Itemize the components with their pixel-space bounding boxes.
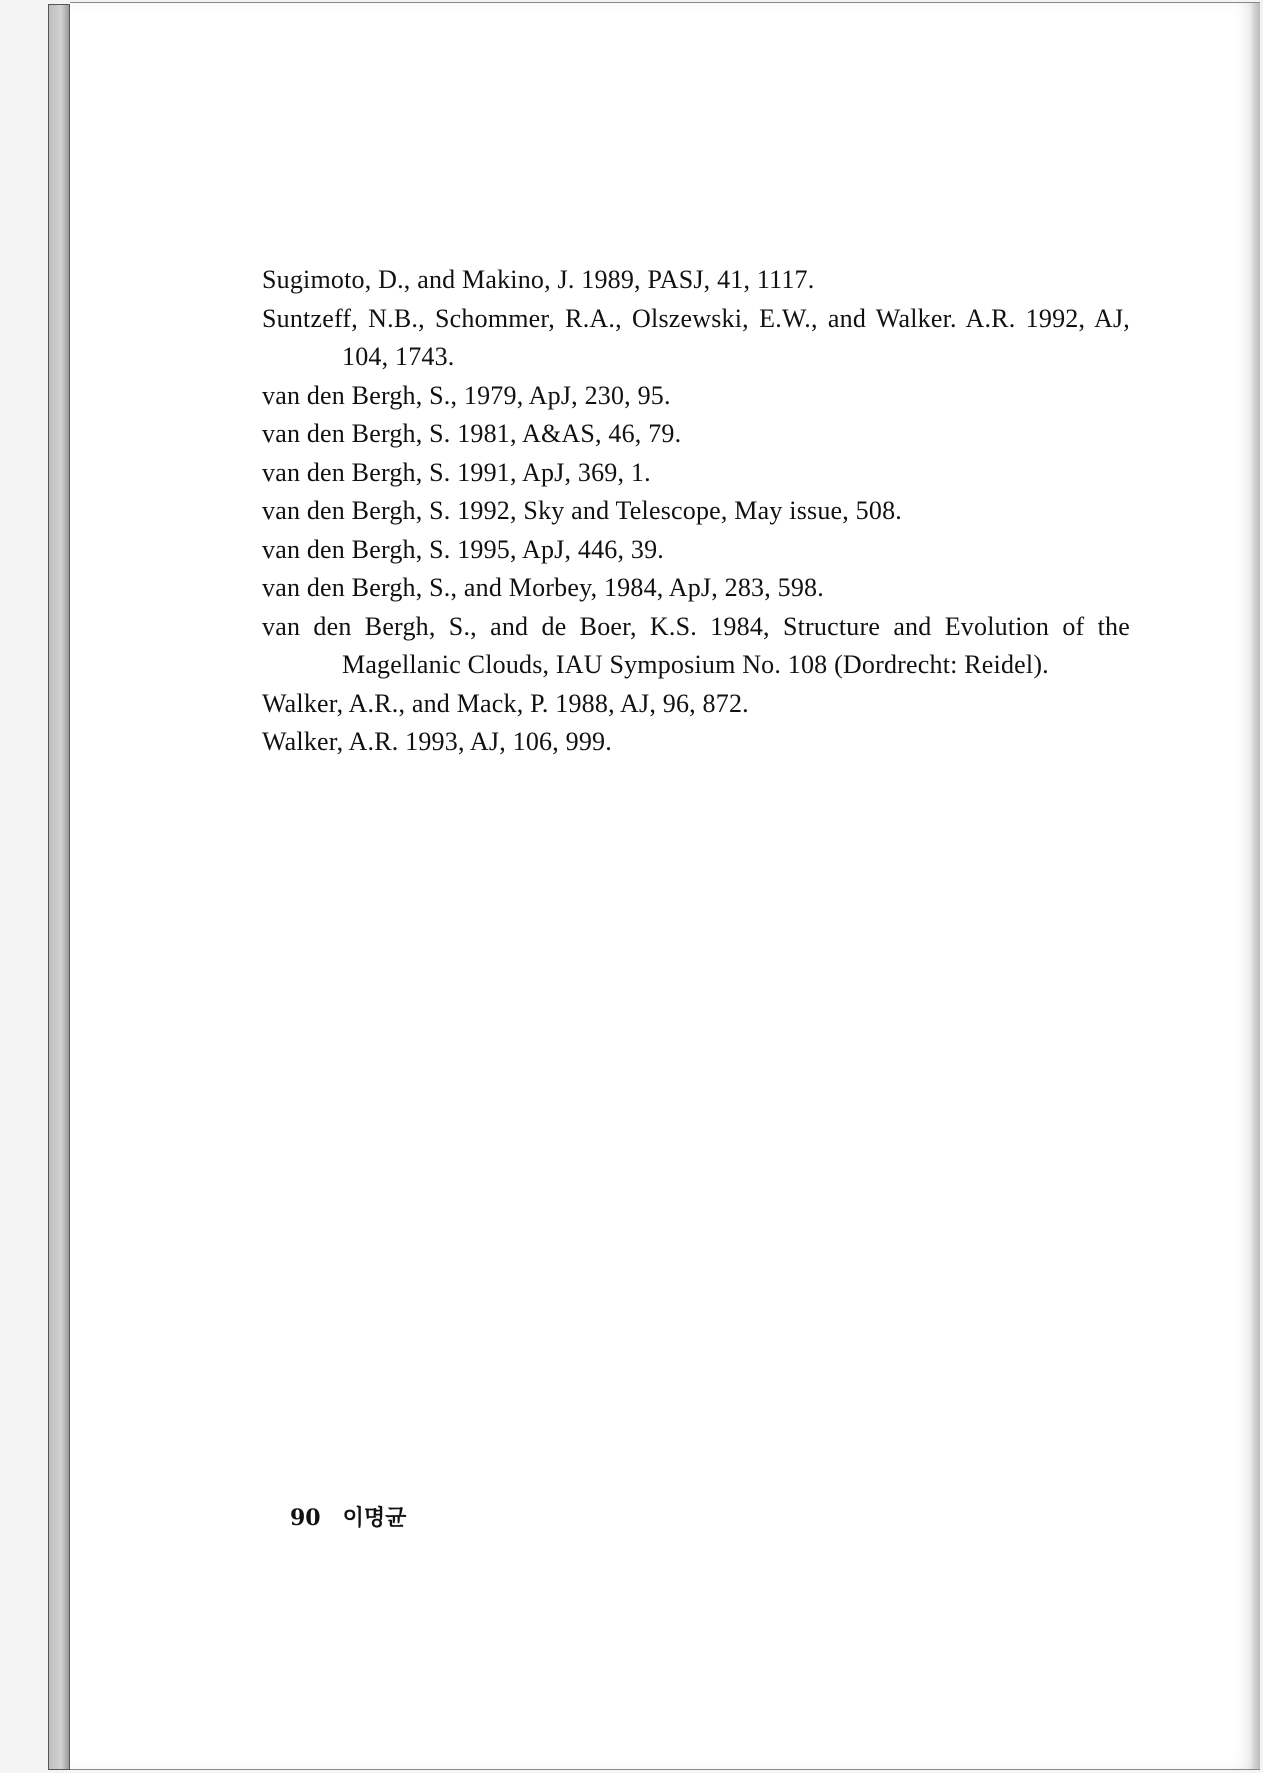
running-author: 이명균 bbox=[342, 1506, 407, 1531]
reference-item: van den Bergh, S., 1979, ApJ, 230, 95. bbox=[262, 380, 671, 410]
reference-list bbox=[262, 261, 1130, 762]
book-page-edge bbox=[48, 4, 70, 1770]
page-footer bbox=[290, 1501, 406, 1532]
reference-item: van den Bergh, S. 1981, A&AS, 46, 79. bbox=[262, 419, 682, 448]
page-binding-shadow bbox=[1250, 3, 1260, 1769]
page-number: 90 bbox=[290, 1505, 321, 1531]
reference-item: van den Bergh, S. 1995, ApJ, 446, 39. bbox=[262, 534, 664, 564]
reference-item: Walker, A.R. 1993, AJ, 106, 999. bbox=[262, 727, 612, 756]
reference-item: van den Bergh, S. 1992, Sky and Telescope, May issue, 508. bbox=[262, 496, 902, 525]
reference-item: van den Bergh, S. 1991, ApJ, 369, 1. bbox=[262, 457, 651, 487]
reference-item: Suntzeff, N.B., Schommer, R.A., Olszewski, E.W., and Walker. A.R. 1992, AJ, 104, 1743. bbox=[262, 303, 1130, 371]
reference-item: Sugimoto, D., and Makino, J. 1989, PASJ, 41, 1117. bbox=[262, 265, 815, 294]
reference-item: van den Bergh, S., and Morbey, 1984, ApJ, 283, 598. bbox=[262, 573, 824, 602]
reference-item: van den Bergh, S., and de Boer, K.S. 1984, Structure and Evolution of the Magellanic Clouds, IAU Symposium No. 108 (Dordrecht: Reidel). bbox=[262, 611, 1130, 679]
reference-item: Walker, A.R., and Mack, P. 1988, AJ, 96, 872. bbox=[262, 688, 749, 718]
